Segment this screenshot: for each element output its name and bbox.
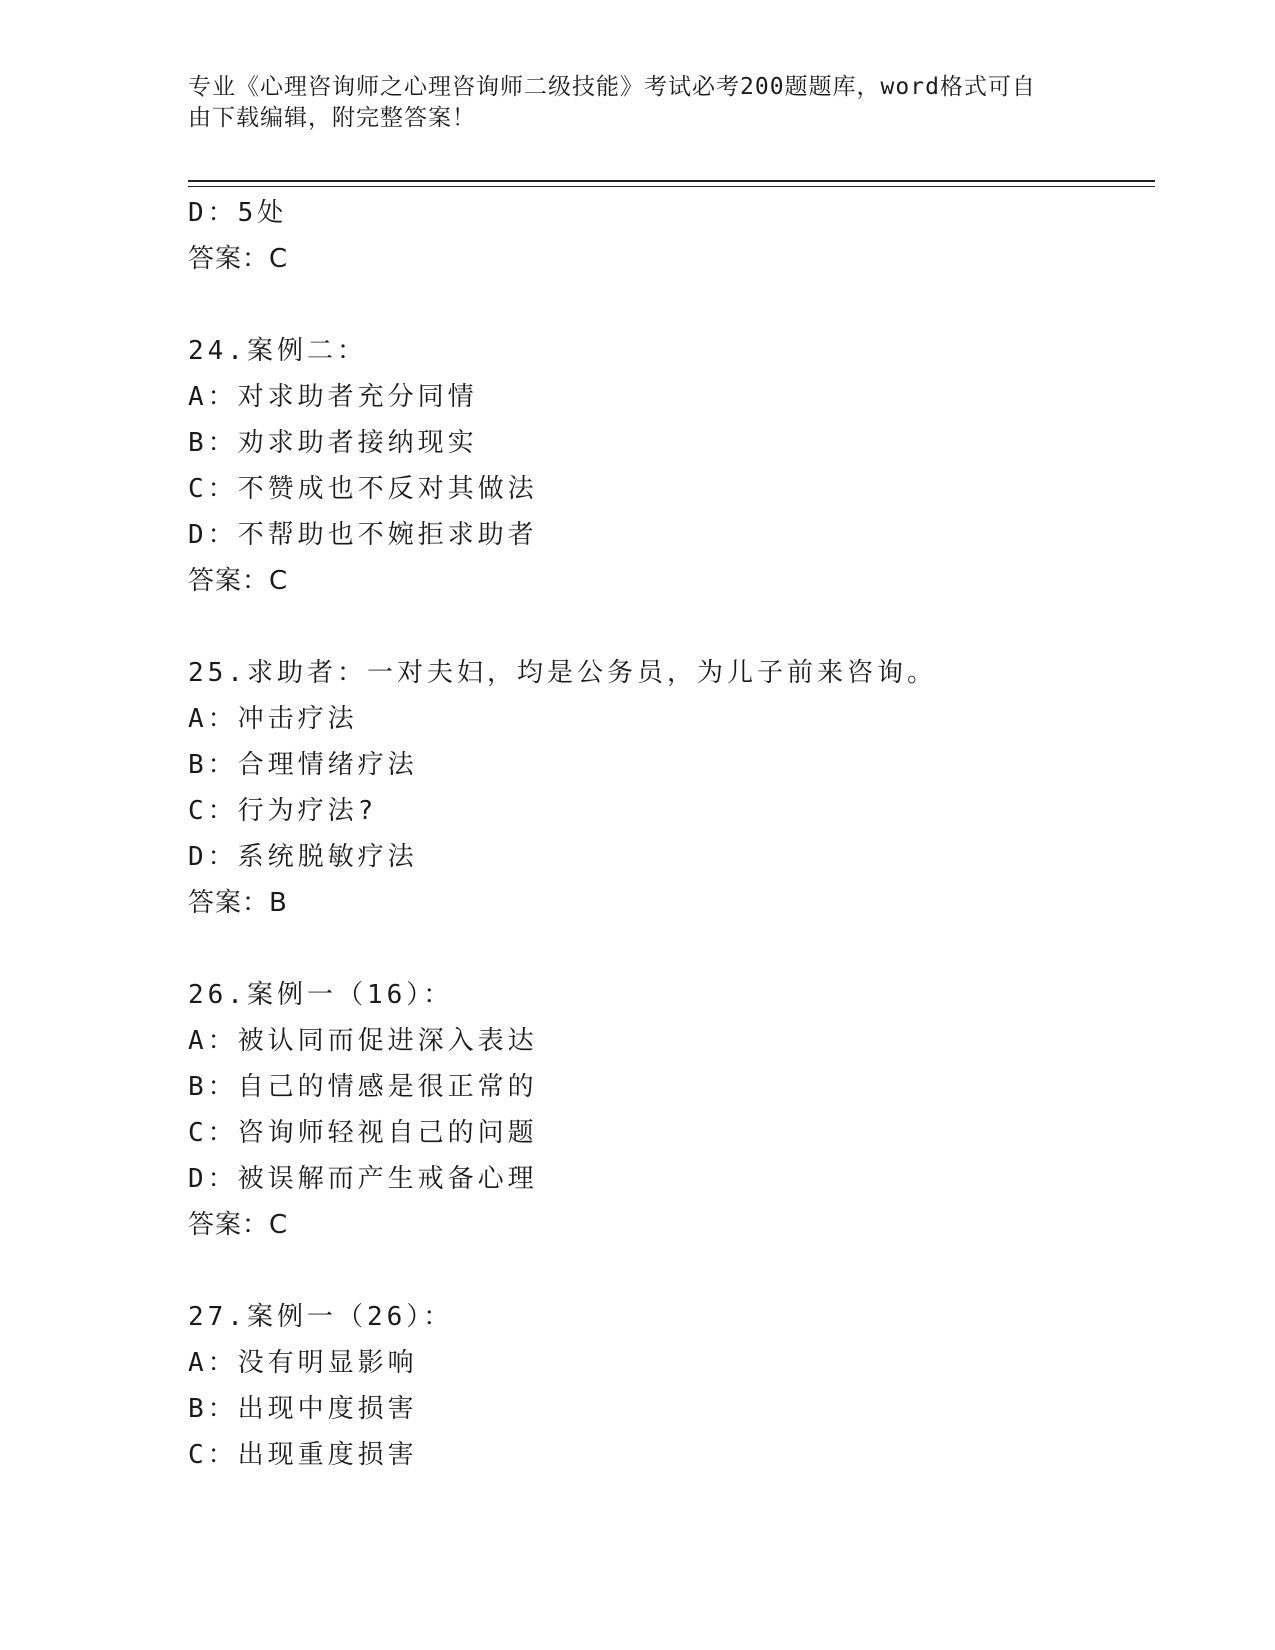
- question-stem: 24.案例二：: [188, 336, 367, 366]
- header-divider-thick: [188, 180, 1155, 182]
- header-divider-thin: [188, 186, 1155, 187]
- option-a: A：没有明显影响: [188, 1348, 418, 1378]
- option-c: C：行为疗法?: [188, 796, 378, 826]
- answer: 答案：C: [188, 566, 289, 596]
- answer: 答案：B: [188, 888, 288, 918]
- document-header: [188, 72, 1078, 134]
- question-stem: 27.案例一（26）：: [188, 1302, 454, 1332]
- option-b: B：合理情绪疗法: [188, 750, 418, 780]
- spacer: [188, 926, 1138, 972]
- option-d: D：不帮助也不婉拒求助者: [188, 520, 538, 550]
- option-b: B：劝求助者接纳现实: [188, 428, 478, 458]
- option-a: A：被认同而促进深入表达: [188, 1026, 538, 1056]
- spacer: [188, 282, 1138, 328]
- question-list: [188, 190, 1138, 1478]
- option-d: D：系统脱敏疗法: [188, 842, 418, 872]
- spacer: [188, 604, 1138, 650]
- option-b: B：出现中度损害: [188, 1394, 418, 1424]
- option-c: C：不赞成也不反对其做法: [188, 474, 538, 504]
- header-line-2: 由下载编辑，附完整答案！: [188, 105, 476, 131]
- option-c: C：咨询师轻视自己的问题: [188, 1118, 538, 1148]
- spacer: [188, 1248, 1138, 1294]
- question-stem: 25.求助者：一对夫妇，均是公务员，为儿子前来咨询。: [188, 658, 937, 688]
- question-stem: 26.案例一（16）：: [188, 980, 454, 1010]
- option-c: C：出现重度损害: [188, 1440, 418, 1470]
- answer: 答案：C: [188, 244, 289, 274]
- option-b: B：自己的情感是很正常的: [188, 1072, 538, 1102]
- header-line-1: 专业《心理咨询师之心理咨询师二级技能》考试必考200题题库，word格式可自: [188, 74, 1036, 100]
- option-d: D：5处: [188, 198, 288, 228]
- answer: 答案：C: [188, 1210, 289, 1240]
- option-a: A：对求助者充分同情: [188, 382, 478, 412]
- option-d: D：被误解而产生戒备心理: [188, 1164, 538, 1194]
- option-a: A：冲击疗法: [188, 704, 358, 734]
